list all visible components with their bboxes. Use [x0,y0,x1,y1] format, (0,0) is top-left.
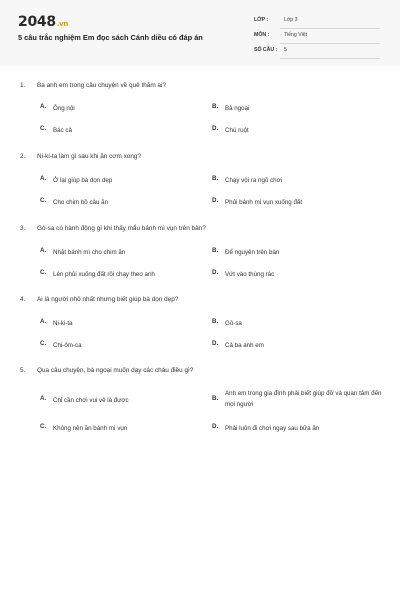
option-text: Không nên ăn bánh mì vụn [53,425,128,432]
option-text: Phải luôn đi chơi ngay sau bữa ăn [225,425,320,432]
meta-count-label: SỐ CÂU : [254,47,278,53]
option-letter: D. [212,125,219,132]
option-letter: A. [40,175,47,182]
option-letter: C. [40,269,47,276]
question-text: Ba anh em trong câu chuyện về quê thăm ai? [37,82,166,89]
option-text: Cho chim bồ câu ăn [53,199,109,206]
meta-grade-label: LỚP : [254,17,269,23]
option-text: Chạy vội ra ngõ chơi [225,177,283,184]
option-letter: B. [212,103,219,110]
option-text: Nhặt bánh mì cho chim ăn [53,249,126,256]
question-text: Qua câu chuyện, bà ngoại muốn dạy các cháu điều gì? [37,367,194,374]
option-text: Bác cả [53,127,72,134]
meta-subject [254,29,380,44]
logo-suffix: .vn [56,20,69,28]
logo-text: 2048 [18,14,56,30]
question-text: Ai là người nhỏ nhất nhưng biết giúp bà dọn dẹp? [37,296,179,303]
divider [280,58,380,59]
option-letter: A. [40,318,47,325]
option-text: Bà ngoại [225,105,250,112]
question-number: 2. [20,153,26,160]
option-letter: D. [212,423,219,430]
option-text: Ông nội [53,105,75,112]
meta-grade [254,14,380,29]
option-text: Anh em trong gia đình phải biết giúp đỡ và quan tâm đến mọi người [225,390,382,408]
option-text: Chú ruột [225,127,249,134]
question-text: Ni-ki-ta làm gì sau khi ăn cơm xong? [37,153,141,160]
meta-count [254,44,380,59]
option-letter: B. [212,395,219,402]
option-text: Chỉ cần chơi vui vẻ là được [53,397,129,404]
option-letter: A. [40,395,47,402]
option-text: Phủi bánh mì vụn xuống đất [225,199,303,206]
option-text: Ở lại giúp bà dọn dẹp [53,177,113,184]
option-text: Gô-sa [225,320,242,327]
option-text: Chi-ôm-ca [53,342,82,349]
question-number: 4. [20,296,26,303]
option-letter: C. [40,125,47,132]
option-letter: B. [212,247,219,254]
page-header [0,0,400,66]
option-text: Để nguyên trên bàn [225,249,280,256]
page-title: 5 câu trắc nghiệm Em đọc sách Cánh diều có đáp án [18,33,203,42]
option-letter: D. [212,197,219,204]
option-letter: C. [40,423,47,430]
option-text: Ni-ki-ta [53,320,73,327]
option-text: Vứt vào thùng rác [225,271,275,278]
meta-subject-value: Tiếng Việt [284,32,308,38]
option-text: Cả ba anh em [225,342,264,349]
meta-subject-label: MÔN : [254,32,270,38]
option-text: Lén phủi xuống đất rồi chạy theo anh [53,271,155,278]
meta-count-value: 5 [284,47,287,53]
question-number: 3. [20,225,26,232]
question-text: Gô-sa có hành động gì khi thấy mẩu bánh mì vụn trên bàn? [37,225,206,232]
option-letter: B. [212,318,219,325]
question-number: 1. [20,82,26,89]
option-letter: C. [40,340,47,347]
option-letter: A. [40,247,47,254]
option-letter: B. [212,175,219,182]
question-number: 5. [20,367,26,374]
site-logo[interactable] [18,14,68,30]
option-letter: A. [40,103,47,110]
meta-grade-value: Lớp 3 [284,17,298,23]
option-letter: D. [212,340,219,347]
option-letter: C. [40,197,47,204]
option-letter: D. [212,269,219,276]
